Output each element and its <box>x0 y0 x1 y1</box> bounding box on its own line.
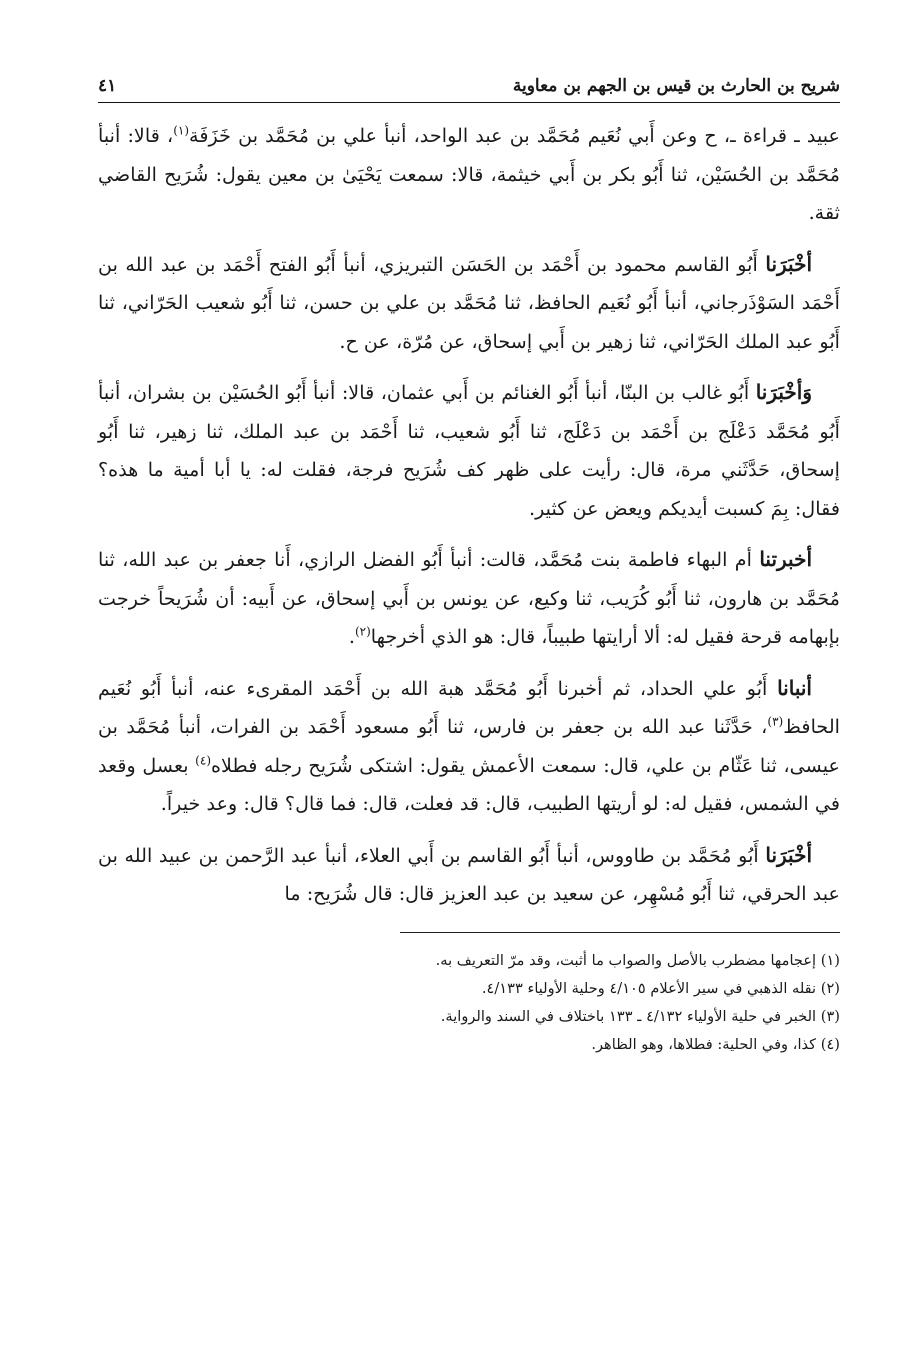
paragraph-lead-word: وَأخْبَرَنا <box>755 380 812 404</box>
footnote-ref: (٣) <box>767 714 784 729</box>
paragraph-text: أَبُو علي الحداد، ثم أخبرنا أَبُو مُحَمَّد هبة الله بن أَحْمَد المقرىء عنه، أنبأ أَبُو نُعَيم الحافظ <box>98 676 840 738</box>
paragraph-text: بعسل وقعد في الشمس، فقيل له: لو أريتها الطبيب، قال: قد فعلت، قال: فما قال؟ قال: وعد خيراً. <box>98 753 840 815</box>
footnote-item: (٢) نقله الذهبي في سير الأعلام ٤/١٠٥ وحلية الأولياء ٤/١٣٣. <box>481 979 840 997</box>
running-header <box>98 62 840 96</box>
footnote-ref: (٢) <box>354 624 371 639</box>
paragraph-lead-word: أخبرتنا <box>759 547 812 571</box>
paragraph-6 <box>98 836 840 914</box>
footnote-ref: (٤) <box>195 753 211 768</box>
main-text <box>98 117 840 914</box>
footnote-item: (٣) الخبر في حلية الأولياء ٤/١٣٢ ـ ١٣٣ باختلاف في السند والرواية. <box>440 1007 840 1025</box>
paragraph-text: أَبُو غالب بن البنّا، أنبأ أَبُو الغنائم بن أَبي عثمان، قالا: أنبأ أَبُو الحُسَيْن بن بشران، أنبأ أَبُو مُحَمَّد دَعْلَج بن أَحْمَد بن دَعْلَج، ثنا أَبُو شعيب، ثنا أَحْمَد بن عبد الملك، ثنا زهير، ثنا أَبُو إسحاق، حَدَّثَني مرة، قال: رأيت على ظهر كف شُرَيح فرجة، فقلت له: يا أبا أمية ما هذه؟ فقال: بِمَ كسبت أيديكم ويعض عن كثير. <box>98 381 840 520</box>
paragraph-3 <box>98 373 840 528</box>
paragraph-text: أَبُو مُحَمَّد بن طاووس، أنبأ أَبُو القاسم بن أَبي العلاء، أنبأ عبد الرَّحمن بن عبيد الله بن عبد الحرقي، ثنا أَبُو مُسْهِر، عن سعيد بن عبد العزيز قال: قال شُرَيح: ما <box>98 843 840 905</box>
footnote-rule <box>400 932 840 933</box>
footnote-item: (٤) كذا، وفي الحلية: فطلاها، وهو الظاهر. <box>591 1035 840 1053</box>
paragraph-4 <box>98 540 840 657</box>
footnote-item: (١) إعجامها مضطرب بالأصل والصواب ما أثبت، وقد مرّ التعريف به. <box>435 951 840 969</box>
page-number: ٤١ <box>98 76 117 96</box>
book-page <box>98 62 840 1292</box>
footnotes <box>98 947 840 1059</box>
paragraph-text: أَبُو القاسم محمود بن أَحْمَد بن الحَسَن التبريزي، أنبأ أَبُو الفتح أَحْمَد بن عبد الله بن أَحْمَد السَوْذَرجاني، أنبأ أَبُو نُعَيم الحافظ، ثنا مُحَمَّد بن علي بن حسن، ثنا أَبُو شعيب الحَرّاني، ثنا أَبُو عبد الملك الحَرّاني، ثنا زهير بن أَبي إسحاق، عن مُرّة، عن ح. <box>98 252 840 353</box>
paragraph-text: ، حَدَّثَنا عبد الله بن جعفر بن فارس، ثنا أَبُو مسعود أَحْمَد بن الفرات، أنبأ مُحَمَّد بن عيسى، ثنا عَثّام بن علي، قال: سمعت الأعمش يقول: اشتكى شُرَيح رجله فطلاه <box>98 715 840 777</box>
paragraph-5 <box>98 669 840 824</box>
paragraph-1 <box>98 117 840 233</box>
paragraph-text: . <box>348 625 355 648</box>
paragraph-2 <box>98 245 840 362</box>
paragraph-lead-word: أخْبَرَنا <box>765 251 812 276</box>
running-title: شريح بن الحارث بن قيس بن الجهم بن معاوية <box>512 76 840 96</box>
footnote-ref: (١) <box>173 123 190 138</box>
paragraph-text: ، قالا: أنبأ مُحَمَّد بن الحُسَيْن، ثنا أَبُو بكر بن أَبي خيثمة، قالا: سمعت يَحْيَىٰ بن معين يقول: شُرَيح القاضي ثقة. <box>98 124 840 224</box>
paragraph-text: عبيد ـ قراءة ـ، ح وعن أَبي نُعَيم مُحَمَّد بن عبد الواحد، أنبأ علي بن مُحَمَّد بن خَزَفَة <box>189 124 841 147</box>
paragraph-lead-word: أخْبَرَنا <box>765 842 812 867</box>
paragraph-lead-word: أنبانا <box>777 675 812 700</box>
paragraph-text: أم البهاء فاطمة بنت مُحَمَّد، قالت: أنبأ أَبُو الفضل الرازي، أَنا جعفر بن عبد الله، ثنا مُحَمَّد بن هارون، ثنا أَبُو كُرَيب، ثنا وكيع، عن يونس بن أَبي إسحاق، عن أَبيه: أن شُرَيحاً خرجت بإبهامه قرحة فقيل له: ألا أرايتها طبيباً، قال: هو الذي أخرجها <box>98 548 840 648</box>
header-rule <box>98 102 840 103</box>
